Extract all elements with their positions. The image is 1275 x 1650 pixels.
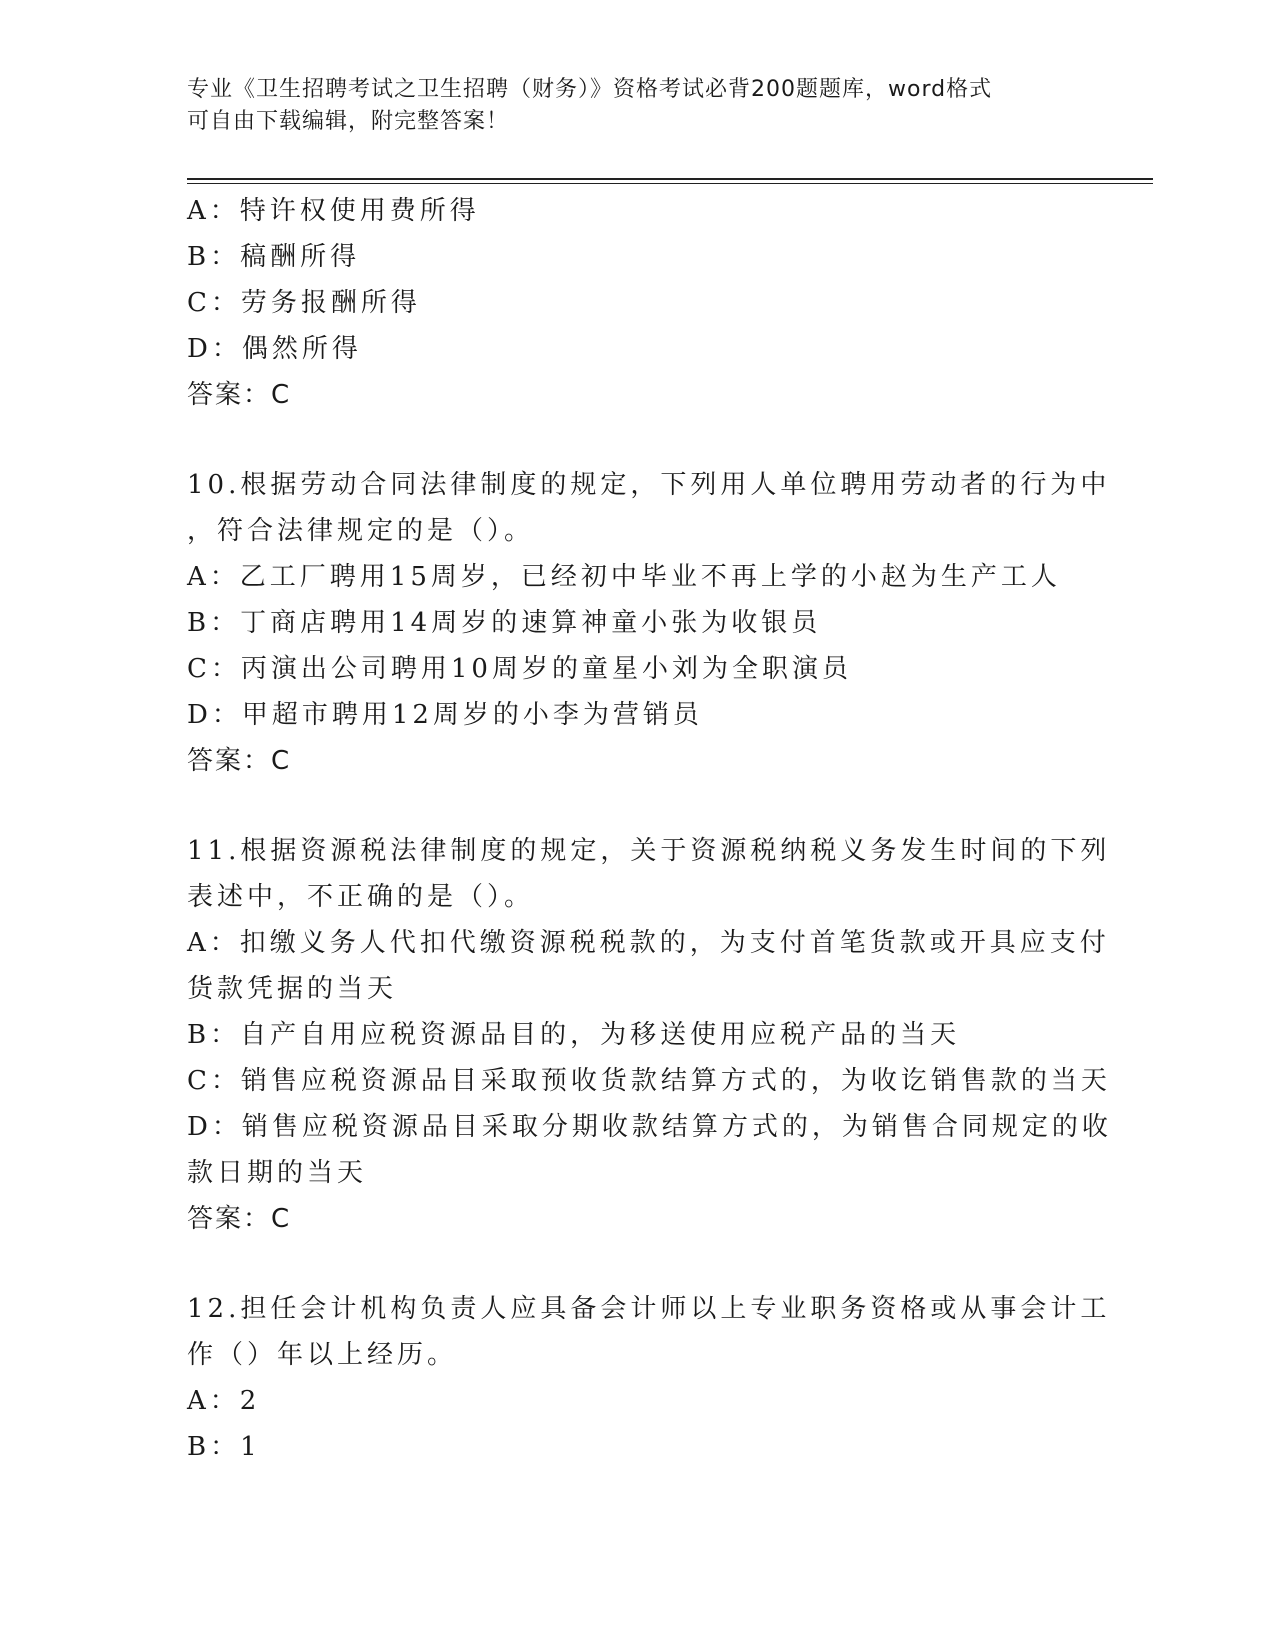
spacer [187,418,1087,462]
option-b: B：自产自用应税资源品目的，为移送使用应税产品的当天 [187,1020,961,1050]
option-d: D：销售应税资源品目采取分期收款结算方式的，为销售合同规定的收 [187,1112,1112,1142]
option-a: A：特许权使用费所得 [187,196,480,226]
answer: 答案：C [187,380,292,410]
answer: 答案：C [187,746,292,776]
option-d: D：甲超市聘用12周岁的小李为营销员 [187,700,703,730]
header-divider-thin [187,183,1153,184]
option-c: C：销售应税资源品目采取预收货款结算方式的，为收讫销售款的当天 [187,1066,1111,1096]
option-b: B：稿酬所得 [187,242,361,272]
option-a: A：2 [187,1386,261,1416]
option-a-continued: 货款凭据的当天 [187,974,398,1004]
header-line-1: 专业《卫生招聘考试之卫生招聘（财务）》资格考试必背200题题库，word格式 [187,77,993,102]
option-b: B：1 [187,1432,261,1462]
document-body [187,188,1112,1470]
question-stem-line: 表述中，不正确的是（）。 [187,882,535,912]
question-stem-line: 11.根据资源税法律制度的规定，关于资源税纳税义务发生时间的下列 [187,836,1111,866]
option-a: A：扣缴义务人代扣代缴资源税税款的，为支付首笔货款或开具应支付 [187,928,1110,958]
option-a: A：乙工厂聘用15周岁，已经初中毕业不再上学的小赵为生产工人 [187,562,1061,592]
answer: 答案：C [187,1204,292,1234]
spacer [187,1242,1087,1286]
spacer [187,784,1087,828]
question-stem-line: 作（）年以上经历。 [187,1340,458,1370]
question-stem-line: ，符合法律规定的是（）。 [187,516,535,546]
option-d-continued: 款日期的当天 [187,1158,368,1188]
question-stem-line: 12.担任会计机构负责人应具备会计师以上专业职务资格或从事会计工 [187,1294,1111,1324]
header-divider-thick [187,178,1153,180]
header-line-2: 可自由下载编辑，附完整答案！ [187,109,510,134]
question-9 [187,188,1087,418]
option-c: C：劳务报酬所得 [187,288,421,318]
question-11 [187,828,1112,1242]
question-12 [187,1286,1111,1470]
document-header [187,74,1087,138]
question-10 [187,462,1111,784]
option-b: B：丁商店聘用14周岁的速算神童小张为收银员 [187,608,822,638]
option-c: C：丙演出公司聘用10周岁的童星小刘为全职演员 [187,654,852,684]
question-stem-line: 10.根据劳动合同法律制度的规定，下列用人单位聘用劳动者的行为中 [187,470,1111,500]
option-d: D：偶然所得 [187,334,362,364]
